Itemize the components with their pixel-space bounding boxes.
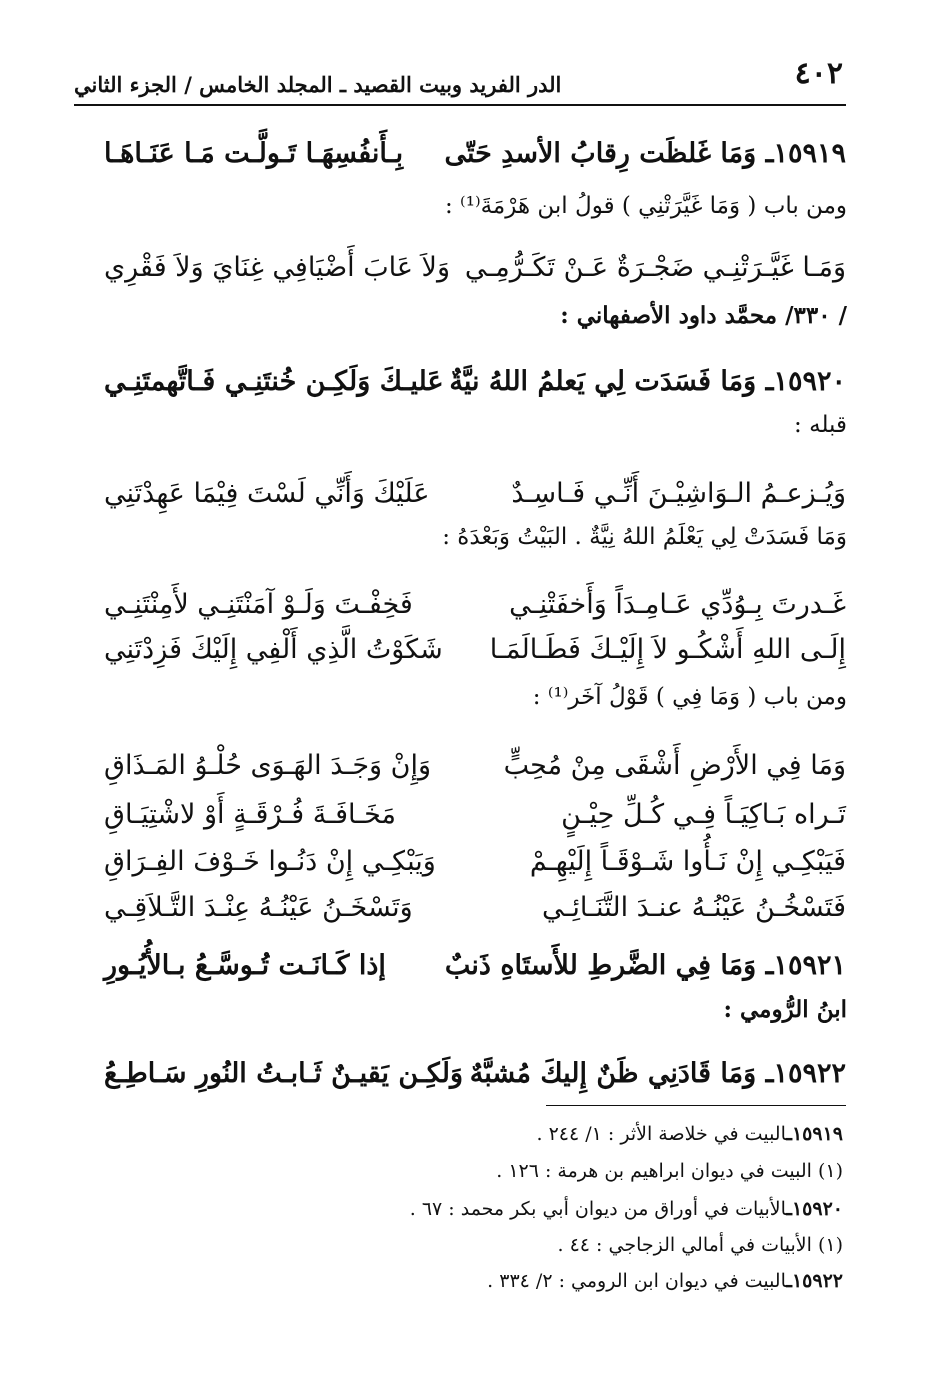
verse-hemistich-second: مَخَـافَـةَ فُـرْقَـةٍ أَوْ لاشْتِيَـاقِ bbox=[104, 798, 397, 830]
prose-line: ومن باب ( وَمَا غَيَّرَتْنِي ) قولُ ابن هَرْمَةَ⁽¹⁾ : bbox=[445, 193, 847, 219]
verse-number: ١٥٩٢١ـ bbox=[765, 949, 846, 981]
poet-heading: ابنُ الرُّومي : bbox=[723, 996, 847, 1023]
verse-hemistich-first bbox=[469, 1057, 846, 1089]
verse-hemistich-second: وَلَكِـن يَقيـنٌ ثَـابـتُ النُورِ سَـاطِـعُ bbox=[104, 1057, 464, 1089]
verse-hemistich-first bbox=[444, 137, 846, 169]
footnote-number: ١٥٩٢٢ـ bbox=[786, 1270, 843, 1292]
verse-hemistich-second: وَلاَ عَابَ أَضْيَافِي غِنَايَ وَلاَ فَقْرِي bbox=[104, 251, 450, 283]
running-title: الدر الفريد وبيت القصيد ـ المجلد الخامس / الجزء الثاني bbox=[74, 72, 562, 97]
verse-hemistich-first: فَتَسْخُـنُ عَيْنُـهُ عنـدَ التَّنَـائِـي bbox=[541, 891, 846, 923]
footnote-number: ١٥٩٢٠ـ bbox=[786, 1198, 843, 1220]
footnote bbox=[104, 1234, 843, 1268]
footnote-number: (١) bbox=[817, 1160, 843, 1182]
footnote-text: البيت في ديوان ابراهيم بن هرمة : ١٢٦ . bbox=[496, 1160, 812, 1182]
footnote-text: الأبيات في أمالي الزجاجي : ٤٤ . bbox=[557, 1234, 812, 1256]
footnote bbox=[104, 1123, 843, 1157]
footnote bbox=[104, 1198, 843, 1232]
verse-15919 bbox=[104, 126, 846, 180]
prose-line: وَمَا فَسَدَتْ لِي يَعْلَمُ اللهُ نِيَّةٌ . البَيْتُ وَبَعْدَهُ : bbox=[442, 524, 847, 550]
hemistich-text: وَمَا فَسَدَت لِي يَعلمُ اللهُ نيَّةٌ bbox=[449, 365, 757, 397]
verse-number: ١٥٩١٩ـ bbox=[765, 137, 846, 169]
verse bbox=[104, 787, 846, 841]
verse bbox=[104, 240, 846, 294]
verse-hemistich-second: وَتَسْخَـنُ عَيْنُـهُ عِنْـدَ التَّـلاَقِـي bbox=[104, 891, 413, 923]
footnote-rule bbox=[546, 1105, 846, 1106]
verse bbox=[104, 880, 846, 934]
verse-hemistich-first: وَمَـا غَيَّـرَتْنِـي ضَجْـرَةٌ عَـنْ تَكَـرُّمِـي bbox=[464, 251, 846, 283]
header-rule bbox=[74, 104, 846, 106]
verse-hemistich-second: عَلَيْكَ وَأَنِّي لَسْتَ فِيْمَا عَهِدْتَنِي bbox=[104, 477, 430, 509]
verse-hemistich-first bbox=[444, 949, 846, 981]
verse-hemistich-first: وَيُـزعـمُ الـوَاشِيْـنَ أَنِّـي فَـاسِـدٌ bbox=[511, 477, 846, 509]
verse-hemistich-first bbox=[449, 365, 846, 397]
verse-hemistich-second: فَخِفْـتَ وَلَـوْ آمَنْتَنِـي لأَمِنْتَنِـي bbox=[104, 588, 413, 620]
footnote-text: الأبيات في أوراق من ديوان أبي بكر محمد : ٦٧ . bbox=[409, 1198, 787, 1220]
footnote bbox=[104, 1270, 843, 1304]
hemistich-text: وَمَا فِي الضَّرطِ للأَستَاهِ ذَنبٌ bbox=[444, 949, 757, 981]
hemistich-text: وَمَا غَلظَت رِقابُ الأسدِ حَتّى bbox=[444, 137, 757, 169]
verse-15920 bbox=[104, 354, 846, 408]
verse-hemistich-second: بِـأَنفُسِهَـا تَـولَّـت مَـا عَنَـاهَـا bbox=[104, 137, 404, 169]
verse-hemistich-second: وَإِنْ وَجَـدَ الهَـوَى حُلْـوُ المَـذَاقِ bbox=[104, 749, 432, 781]
prose-line: قبله : bbox=[794, 412, 847, 438]
verse-number: ١٥٩٢٢ـ bbox=[765, 1057, 846, 1089]
prose-line: ومن باب ( وَمَا فِي ) قَوْلُ آخَر⁽¹⁾ : bbox=[532, 684, 847, 710]
verse bbox=[104, 738, 846, 792]
footnote-number: ١٥٩١٩ـ bbox=[786, 1123, 843, 1145]
footnote-text: البيت في خلاصة الأثر : ١/ ٢٤٤ . bbox=[536, 1123, 787, 1145]
footnote-text: البيت في ديوان ابن الرومي : ٢/ ٣٣٤ . bbox=[487, 1270, 787, 1292]
footnote-number: (١) bbox=[817, 1234, 843, 1256]
hemistich-text: وَمَا قَادَنِي ظَنٌ إِليكَ مُشبَّهٌ bbox=[469, 1057, 757, 1089]
verse-hemistich-first: وَمَا فِي الأَرْضِ أَشْقَى مِنْ مُحِبٍّ bbox=[503, 749, 846, 781]
verse-hemistich-second: إذا كَـانَـت تُـوسَّـعُ بـالأُيُـورِ bbox=[104, 949, 386, 981]
verse bbox=[104, 622, 846, 676]
verse-hemistich-first: إِلَـى اللهِ أَشْكُـو لاَ إِلَيْـكَ فَطَـالَمَـا bbox=[489, 633, 846, 665]
verse-hemistich-second: شَكَوْتُ الَّذِي أَلْفِي إِلَيْكَ فَزِدْتَنِي bbox=[104, 633, 443, 665]
poet-heading: / ٣٣٠/ محمَّد داود الأصفهاني : bbox=[560, 302, 847, 329]
verse-hemistich-first: تَـراه بَـاكِيَـاً فِـي كُـلِّ حِيْـنٍ bbox=[561, 798, 846, 830]
verse-hemistich-second: عَليـكَ وَلَكِـن خُنتَنِـي فَـاتَّهمتَنِـي bbox=[104, 365, 444, 397]
verse bbox=[104, 466, 846, 520]
footnote bbox=[104, 1160, 843, 1194]
verse-number: ١٥٩٢٠ـ bbox=[765, 365, 846, 397]
verse-15922 bbox=[104, 1046, 846, 1100]
page-number: ٤٠٢ bbox=[794, 56, 843, 91]
verse-hemistich-second: وَيَبْكِـي إِنْ دَنُـوا خَـوْفَ الفِـرَاقِ bbox=[104, 845, 436, 877]
verse-hemistich-first: فَيَبْكِـي إِنْ نَـأُوا شَـوْقَـاً إِلَيْهِـمْ bbox=[529, 845, 846, 877]
verse-15921 bbox=[104, 938, 846, 992]
verse-hemistich-first: غَـدرتَ بِـوُدِّي عَـامِـدَاً وَأَخفَتْنِـي bbox=[509, 588, 846, 620]
